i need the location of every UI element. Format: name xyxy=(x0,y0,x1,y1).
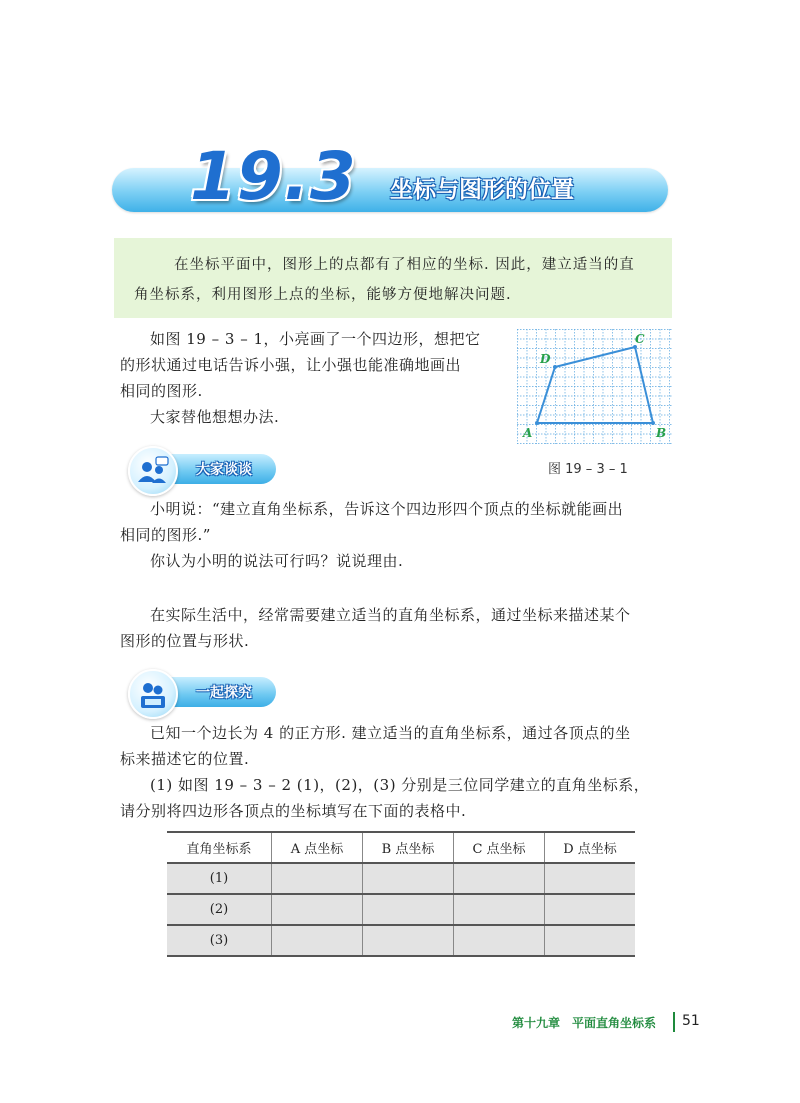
problem-text xyxy=(120,326,520,430)
problem-line-4: 大家替他想想办法. xyxy=(150,408,280,426)
figure-caption: 图 19 – 3 – 1 xyxy=(548,462,628,477)
label-c: C xyxy=(635,332,645,346)
table-row xyxy=(167,863,635,894)
table-header-row xyxy=(167,832,635,863)
header-a: A 点坐标 xyxy=(272,832,363,863)
figure-grid xyxy=(517,329,673,444)
point-a xyxy=(535,421,539,425)
section-title: 坐标与图形的位置 xyxy=(390,177,574,203)
intro-text: 在坐标平面中，图形上的点都有了相应的坐标. 因此，建立适当的直角坐标系，利用图形上点的坐标，能够方便地解决问题. xyxy=(134,257,635,303)
people-talk-icon xyxy=(128,446,178,496)
cell-c[interactable] xyxy=(454,894,545,925)
cell-a[interactable] xyxy=(272,863,363,894)
cell-b[interactable] xyxy=(363,894,454,925)
section-number: 19.3 xyxy=(190,138,357,215)
cell-a[interactable] xyxy=(272,925,363,956)
explore-line-3: (1) 如图 19 – 3 – 2 (1)，(2)，(3) 分别是三位同学建立的直角坐标系， xyxy=(150,776,650,794)
cell-b[interactable] xyxy=(363,925,454,956)
label-d: D xyxy=(540,352,551,366)
table-row xyxy=(167,925,635,956)
explore-text xyxy=(120,720,680,824)
problem-line-3: 相同的图形. xyxy=(120,382,203,400)
header-system: 直角坐标系 xyxy=(167,832,272,863)
coordinates-table xyxy=(167,831,635,957)
discuss-line-1: 小明说：“建立直角坐标系，告诉这个四边形四个顶点的坐标就能画出 xyxy=(150,500,624,518)
cell-a[interactable] xyxy=(272,894,363,925)
chapter-footer: 第十九章 平面直角坐标系 xyxy=(512,1016,657,1030)
quadrilateral-outline xyxy=(537,347,653,423)
footer-divider xyxy=(673,1012,675,1032)
explore-line-4: 请分别将四边形各顶点的坐标填写在下面的表格中. xyxy=(120,802,467,820)
point-b xyxy=(651,421,655,425)
header-b: B 点坐标 xyxy=(363,832,454,863)
cell-d[interactable] xyxy=(545,863,636,894)
explore-label: 一起探究 xyxy=(196,685,252,701)
row-label: (3) xyxy=(167,925,272,956)
header-d: D 点坐标 xyxy=(545,832,636,863)
explore-line-1: 已知一个边长为 4 的正方形. 建立适当的直角坐标系，通过各顶点的坐 xyxy=(150,724,631,742)
discuss-text xyxy=(120,496,680,574)
problem-line-2: 的形状通过电话告诉小强，让小强也能准确地画出 xyxy=(120,356,462,374)
label-b: B xyxy=(656,426,667,440)
row-label: (1) xyxy=(167,863,272,894)
discuss-line-2: 相同的图形.” xyxy=(120,526,211,544)
cell-c[interactable] xyxy=(454,863,545,894)
cell-d[interactable] xyxy=(545,894,636,925)
cell-c[interactable] xyxy=(454,925,545,956)
practice-text xyxy=(120,602,680,654)
people-explore-icon xyxy=(128,669,178,719)
problem-line-1: 如图 19 – 3 – 1，小亮画了一个四边形，想把它 xyxy=(150,330,481,348)
row-label: (2) xyxy=(167,894,272,925)
explore-line-2: 标来描述它的位置. xyxy=(120,750,250,768)
page-number: 51 xyxy=(682,1013,700,1029)
label-a: A xyxy=(523,426,533,440)
quadrilateral-figure xyxy=(517,329,673,444)
intro-box xyxy=(114,238,672,318)
header-c: C 点坐标 xyxy=(454,832,545,863)
table-row xyxy=(167,894,635,925)
practice-line-1: 在实际生活中，经常需要建立适当的直角坐标系，通过坐标来描述某个 xyxy=(150,606,631,624)
cell-d[interactable] xyxy=(545,925,636,956)
discuss-label: 大家谈谈 xyxy=(196,462,252,478)
discuss-line-3: 你认为小明的说法可行吗？说说理由. xyxy=(150,552,404,570)
cell-b[interactable] xyxy=(363,863,454,894)
point-d xyxy=(553,365,557,369)
practice-line-2: 图形的位置与形状. xyxy=(120,632,250,650)
